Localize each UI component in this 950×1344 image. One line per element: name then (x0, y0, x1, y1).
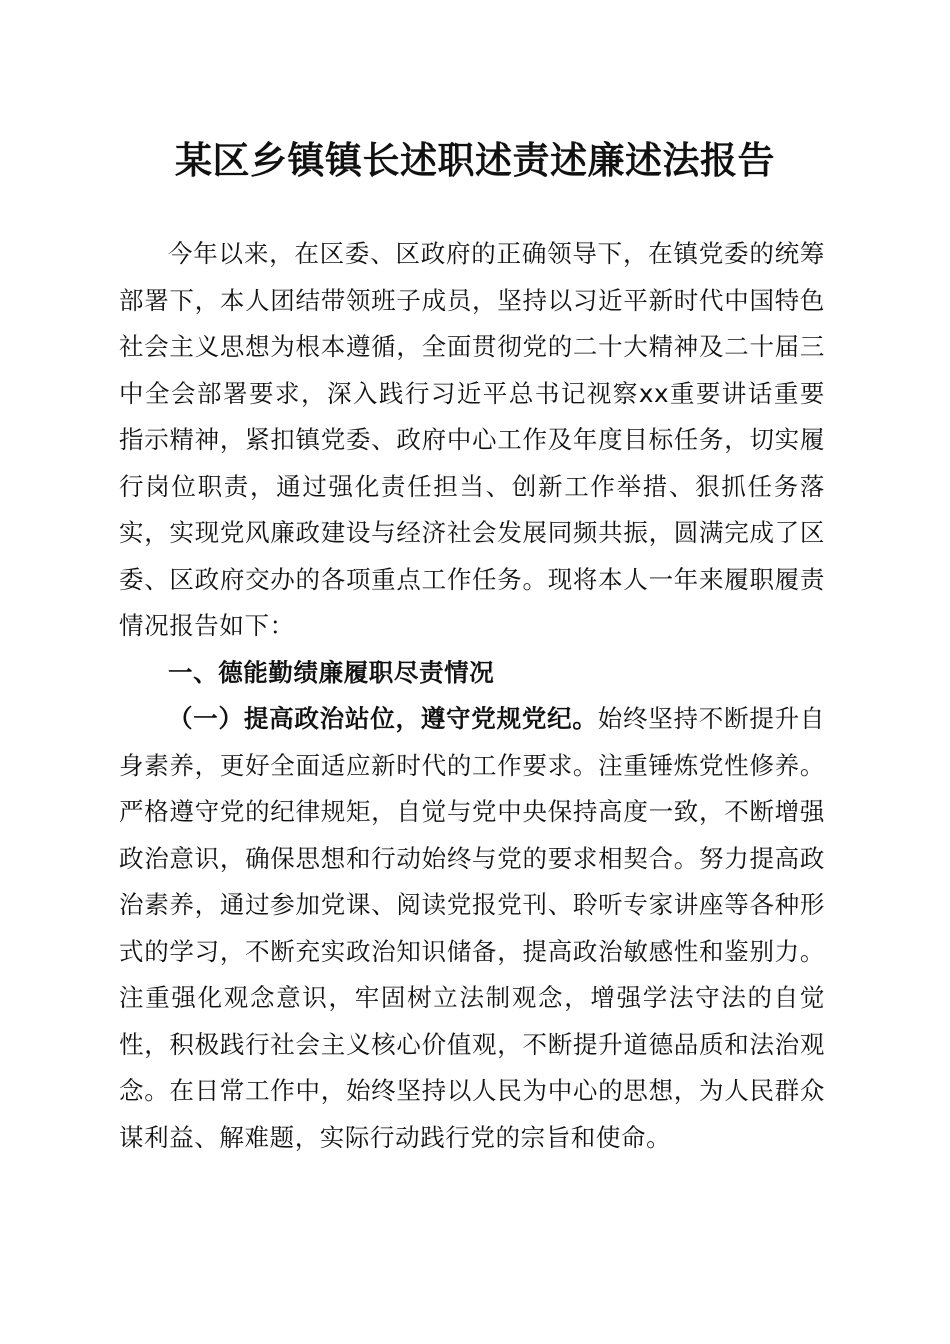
document-title: 某区乡镇镇长述职述责述廉述法报告 (175, 138, 775, 182)
section-heading: 一、德能勤绩廉履职尽责情况 (168, 657, 495, 687)
intro-paragraph: 今年以来，在区委、区政府的正确领导下，在镇党委的统筹部署下，本人团结带领班子成员，坚持以习近平新时代中国特色社会主义思想为根本遵循，全面贯彻党的二十大精神及二十届三中全会部署要求，深入践行习近平总书记视察xx重要讲话重要指示精神，紧扣镇党委、政府中心工作及年度目标任务，切实履行岗位职责，通过强化责任担当、创新工作举措、狠抓任务落实，实现党风廉政建设与经济社会发展同频共振，圆满完成了区委、区政府交办的各项重点工作任务。现将本人一年来履职履责情况报告如下： (119, 239, 825, 640)
subsection-lead: （一）提高政治站位，遵守党规党纪。 (168, 704, 598, 733)
document-body (119, 231, 825, 1161)
subsection-text: 始终坚持不断提升自身素养，更好全面适应新时代的工作要求。注重锤炼党性修养。严格遵守党的纪律规矩，自觉与党中央保持高度一致，不断增强政治意识，确保思想和行动始终与党的要求相契合。努力提高政治素养，通过参加党课、阅读党报党刊、聆听专家讲座等各种形式的学习，不断充实政治知识储备，提高政治敏感性和鉴别力。注重强化观念意识，牢固树立法制观念，增强学法守法的自觉性，积极践行社会主义核心价值观，不断提升道德品质和法治观念。在日常工作中，始终坚持以人民为中心的思想，为人民群众谋利益、解难题，实际行动践行党的宗旨和使命。 (119, 704, 825, 1152)
subsection-paragraph (119, 696, 825, 1161)
